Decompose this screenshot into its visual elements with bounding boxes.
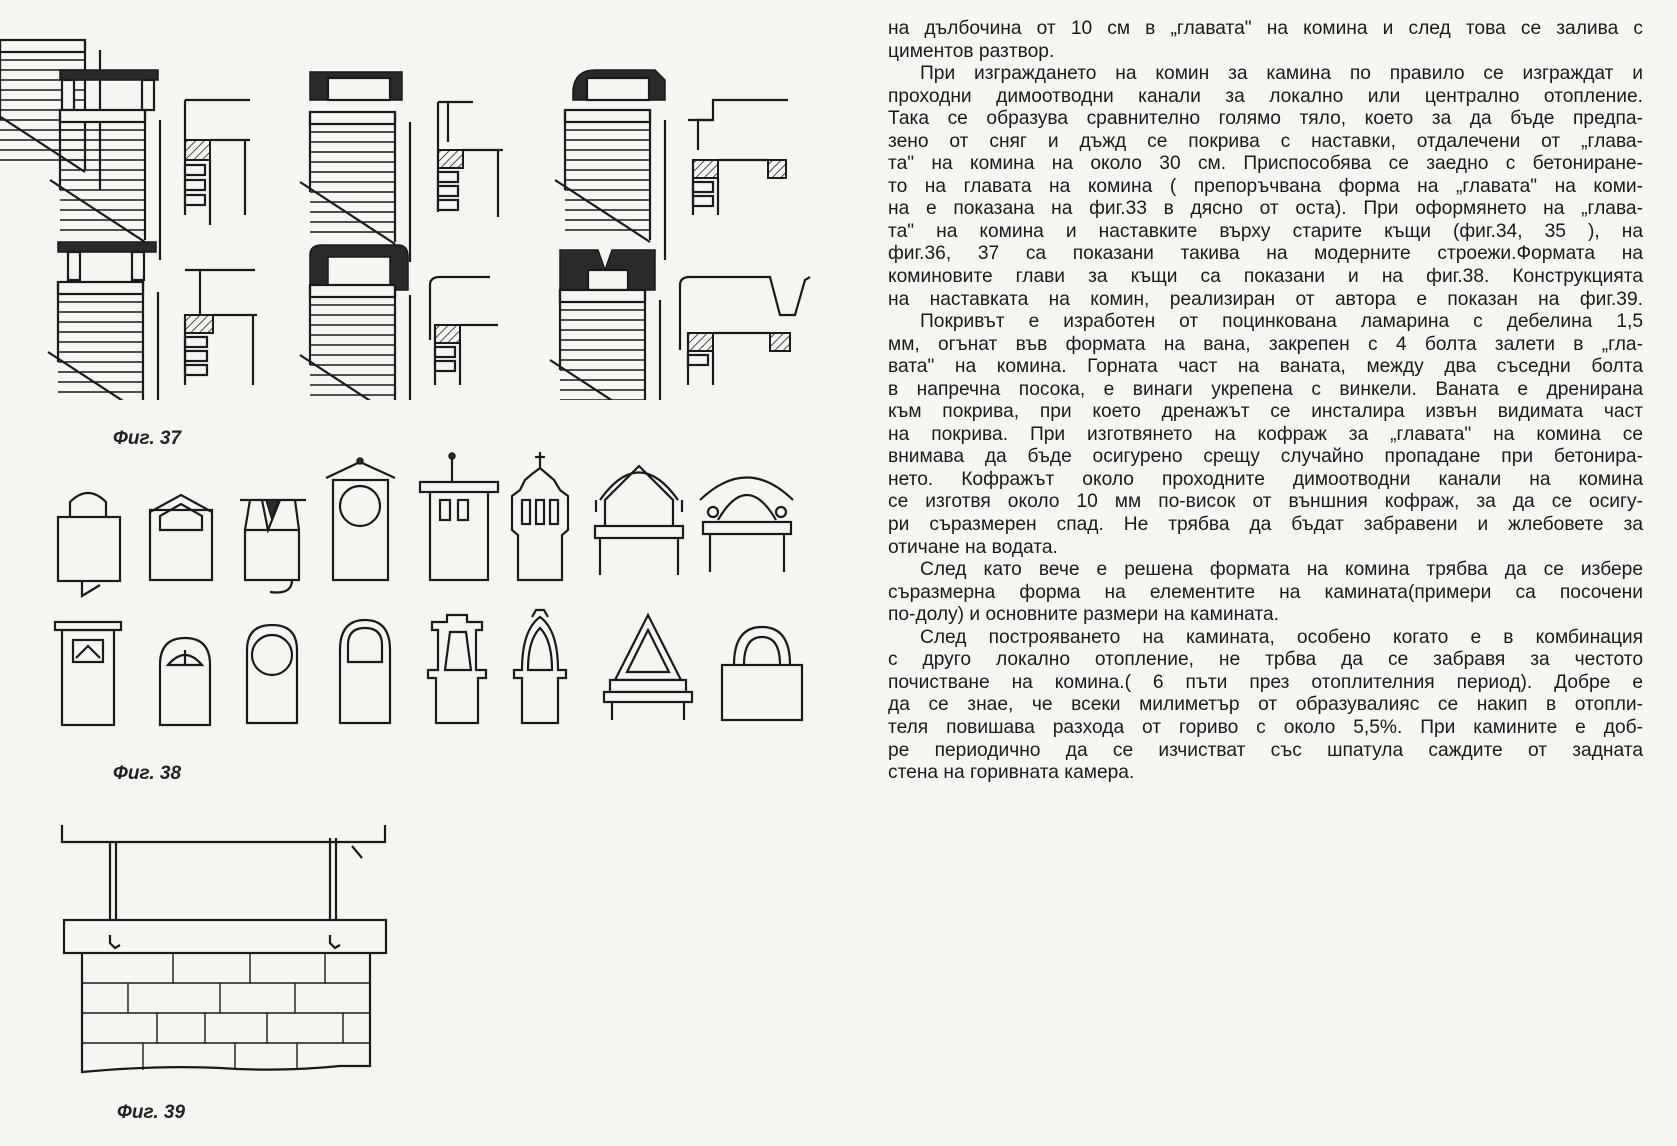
text-line: нето. Кофражът около проходните димоотводни канали на комина (888, 468, 1643, 490)
text-line: След като вече е решена формата на комина трябва да се избере (920, 559, 1643, 581)
figure-39-caption: Фиг. 39 (117, 1102, 186, 1123)
text-line: отичане на водата. (888, 536, 1058, 558)
text-line: с друго локално отопление, не трбва да се забравя за честото (888, 649, 1643, 671)
text-line: При изграждането на комин за камина по правило се изграждат и (920, 63, 1643, 85)
shape-ornamental-arch (700, 478, 793, 573)
shape-brick-arch (722, 627, 802, 720)
body-text-column (888, 18, 1643, 785)
text-line: Така се образува сравнително голямо тяло, което за да бъде предпа- (888, 108, 1643, 130)
text-line: на наставката на комин, реализиран от автора е показан на фиг.39. (888, 288, 1643, 310)
text-line: ре периодично да се изчистват със шпатула саждите от задната (888, 739, 1643, 761)
text-line: да се знае, че всеки милиметър от образувалияс се накип в отопли- (888, 694, 1643, 716)
shape-arched-canopy (595, 466, 683, 575)
text-line: та" на комина и наставките върху старите къщи (фиг.34, 35 ), на (888, 220, 1643, 242)
text-line: коминовите глави за къщи са показани и на фиг.38. Конструкцията (888, 266, 1643, 288)
shape-triangle-roof (604, 615, 692, 720)
shape-gothic-arch (514, 610, 566, 723)
text-line: ри съразмерен спад. Не трябва да бъдат забравени и жлебовете за (888, 514, 1643, 536)
figure-37-caption: Фиг. 37 (113, 428, 182, 449)
text-line: внимава да бъде осигурено срещу случайно пропадане при бетонира- (888, 446, 1643, 468)
text-line: вата" на комина. Горната част на ваната, между два съседни болта (888, 356, 1643, 378)
text-line: фиг.36, 37 са показани такива на модерните строежи.Формата на (888, 243, 1643, 265)
text-line: теля повишава разхода от гориво с около 5,5%. При камините е доб- (888, 716, 1643, 738)
text-line: циментов разтвор. (888, 40, 1055, 62)
text-line: почистване на комина.( 6 пъти през отоплителния период). Добре е (888, 671, 1643, 693)
text-line: зено от сняг и дъжд се покрива с наставки, отдалечени от „глава- (888, 130, 1643, 152)
text-line: то на главата на комина ( препоръчвана форма на „главата" на коми- (888, 175, 1643, 197)
text-line: на е показана на фиг.33 в дясно от оста). При оформянето на „глава- (888, 198, 1643, 220)
text-line: мм, огънат във формата на вана, закрепен с 4 болта залети в „гла- (888, 333, 1643, 355)
shape-stepped-cross (512, 452, 568, 580)
text-line: се изготвя около 10 мм по-висок от външния кофраж, за да се осигу- (888, 491, 1643, 513)
text-line: стена на горивната камера. (888, 762, 1135, 784)
text-line: съразмерна форма на елементите на камината(примери са посочени (888, 581, 1643, 603)
text-line: на дълбочина от 10 см в „главата" на комина и след това се залива с (888, 18, 1643, 39)
text-line: на покрива. При изготвянето на кофраж за „главата" на комина се (888, 423, 1643, 445)
text-line: След построяването на камината, особено когато е в комбинация (920, 626, 1643, 648)
text-line: по-долу) и основните размери на камината. (888, 604, 1279, 626)
text-line: към покрива, при което дренажът се инсталира извън видимата част (888, 401, 1643, 423)
text-line: Покривът е изработен от поцинкована ламарина с дебелина 1,5 (920, 311, 1643, 333)
figure-39-chimney-extension (40, 0, 460, 1080)
text-line: в напречна посока, е винаги укрепена с винкели. Ваната е дренирана (888, 378, 1643, 400)
figure-38-caption: Фиг. 38 (113, 763, 182, 784)
text-line: та" на комина на около 30 см. Приспособява се заедно с бетониране- (888, 153, 1643, 175)
text-line: проходни димоотводни канали за локално или централно отопление. (888, 85, 1643, 107)
